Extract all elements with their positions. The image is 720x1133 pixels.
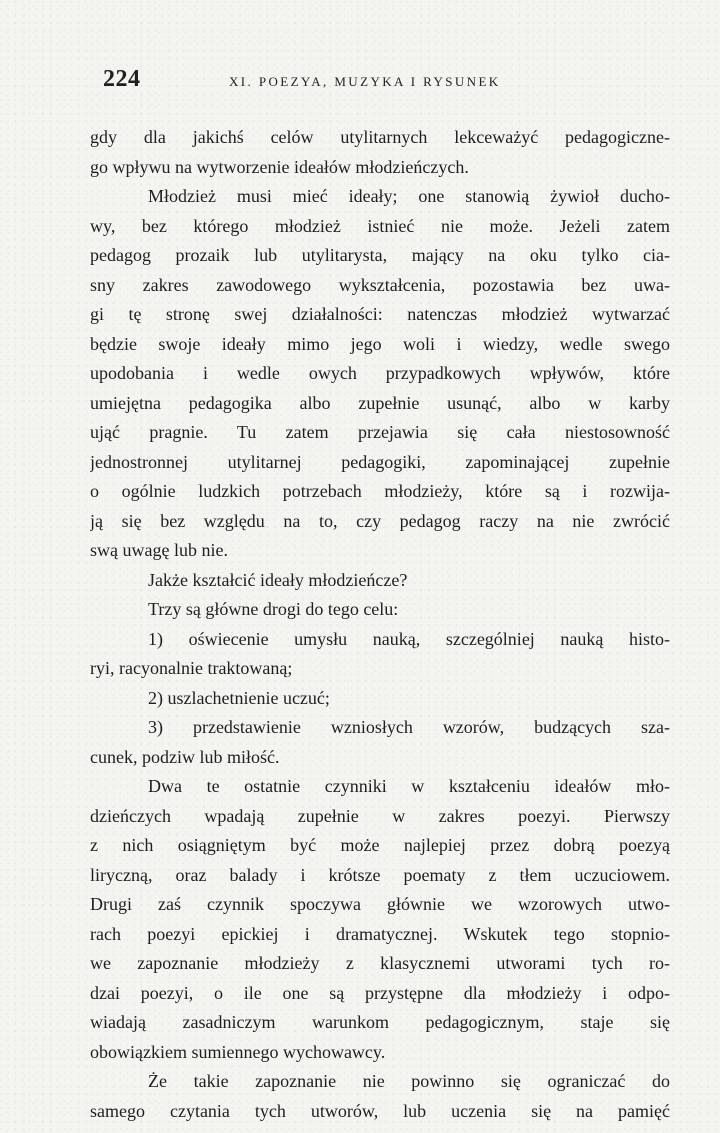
text-line: Że takie zapoznanie nie powinno się ograniczać do xyxy=(148,1071,670,1091)
text-line: we zapoznanie młodzieży z klasycznemi utworami tych ro- xyxy=(90,953,670,973)
text-line: ją się bez względu na to, czy pedagog raczy na nie zwrócić xyxy=(90,510,670,531)
body-text xyxy=(90,123,670,1126)
text-line: gi tę stronę swej działalności: natenczas młodzież wytwarzać xyxy=(90,304,670,324)
text-line: liryczną, oraz balady i krótsze poematy z tłem uczuciowem. xyxy=(90,864,670,885)
text-line: ująć pragnie. Tu zatem przejawia się cała niestosowność xyxy=(90,422,670,442)
text-line: upodobania i wedle owych przypadkowych wpływów, które xyxy=(90,363,670,383)
text-line: ryi, racyonalnie traktowaną; xyxy=(90,658,293,678)
text-line: z nich osiągniętym być może najlepiej przez dobrą poezyą xyxy=(90,835,670,855)
text-line: dzai poezyi, o ile one są przystępne dla młodzieży i odpo- xyxy=(90,982,670,1003)
text-line: 3) przedstawienie wzniosłych wzorów, budzących sza- xyxy=(148,717,670,737)
text-line: 1) oświecenie umysłu nauką, szczególniej nauką histo- xyxy=(148,628,670,649)
text-line: Dwa te ostatnie czynniki w kształceniu ideałów mło- xyxy=(148,776,670,796)
page-header xyxy=(103,66,673,100)
text-line: cunek, podziw lub miłość. xyxy=(90,746,280,767)
text-line: dzieńczych wpadają zupełnie w zakres poezyi. Pierwszy xyxy=(90,805,670,826)
text-line: samego czytania tych utworów, lub uczenia się na pamięć xyxy=(90,1100,670,1121)
text-line: swą uwagę lub nie. xyxy=(90,540,228,560)
text-line: go wpływu na wytworzenie ideałów młodzieńczych. xyxy=(90,156,469,177)
text-line: wy, bez którego młodzież istnieć nie może. Jeżeli zatem xyxy=(90,215,670,236)
text-line: umiejętna pedagogika albo zupełnie usunąć, albo w karby xyxy=(90,392,670,413)
text-line: jednostronnej utylitarnej pedagogiki, zapominającej zupełnie xyxy=(90,451,670,472)
text-line: sny zakres zawodowego wykształcenia, pozostawia bez uwa- xyxy=(90,274,670,295)
text-line: wiadają zasadniczym warunkom pedagogicznym, staje się xyxy=(90,1012,670,1032)
text-line: obowiązkiem sumiennego wychowawcy. xyxy=(90,1041,386,1062)
text-line: Drugi zaś czynnik spoczywa głównie we wzorowych utwo- xyxy=(90,894,670,914)
running-head: XI. POEZYA, MUZYKA I RYSUNEK xyxy=(229,74,501,89)
text-line: rach poezyi epickiej i dramatycznej. Wskutek tego stopnio- xyxy=(90,923,670,944)
text-line: o ogólnie ludzkich potrzebach młodzieży, które są i rozwija- xyxy=(90,481,670,501)
page-number: 224 xyxy=(103,66,141,92)
text-line: Młodzież musi mieć ideały; one stanowią żywioł ducho- xyxy=(148,186,670,206)
text-line: gdy dla jakichś celów utylitarnych lekceważyć pedagogiczne- xyxy=(90,127,670,147)
text-line: 2) uszlachetnienie uczuć; xyxy=(148,687,330,708)
text-line: będzie swoje ideały mimo jego woli i wiedzy, wedle swego xyxy=(90,333,670,354)
text-line: Trzy są główne drogi do tego celu: xyxy=(148,599,399,619)
text-line: Jakże kształcić ideały młodzieńcze? xyxy=(148,569,408,590)
text-line: pedagog prozaik lub utylitarysta, mający na oku tylko cia- xyxy=(90,245,670,265)
